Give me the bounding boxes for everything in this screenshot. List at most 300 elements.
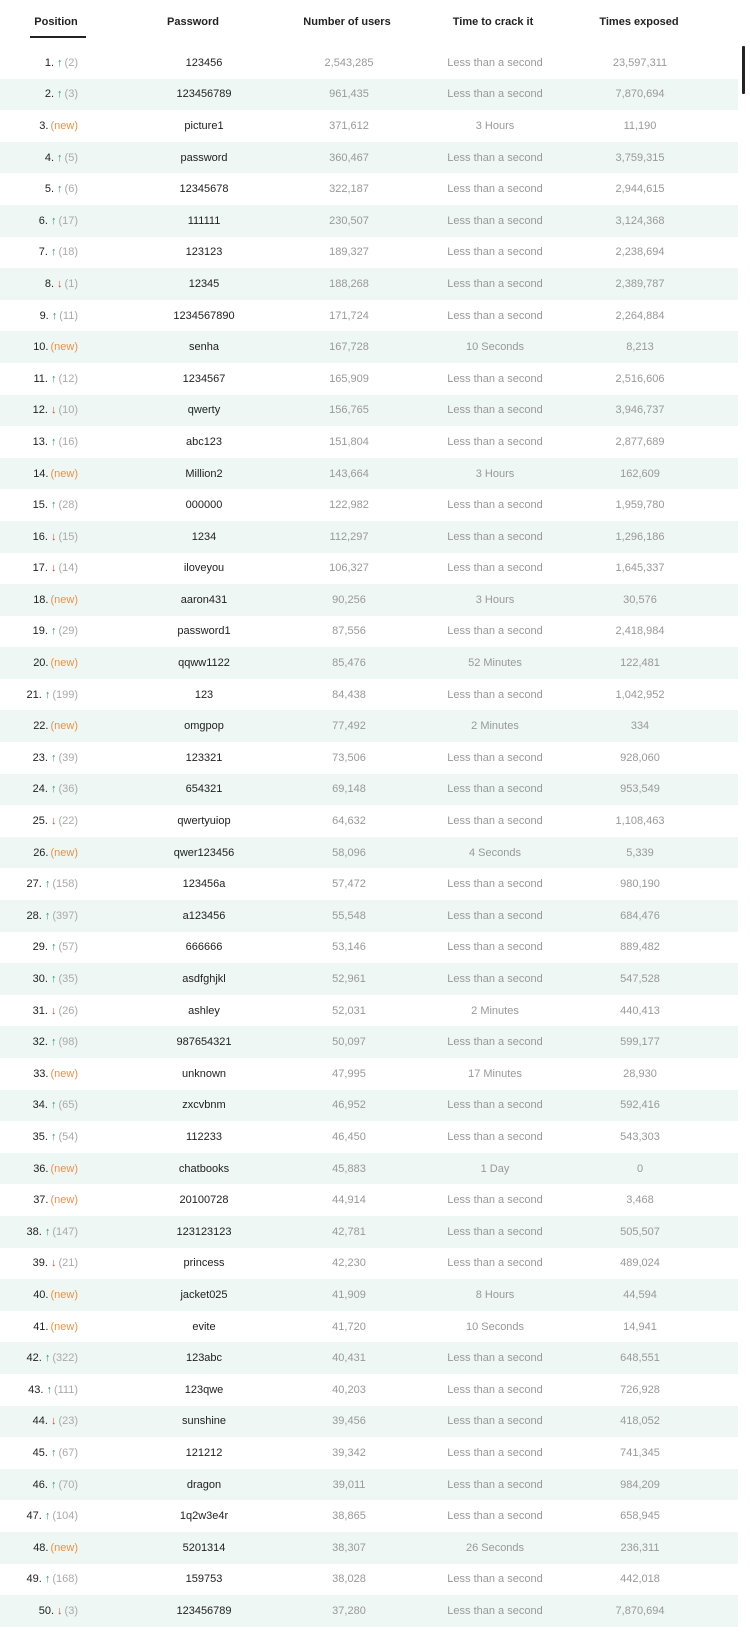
crack-time-cell: Less than a second <box>447 499 543 512</box>
crack-time-cell: Less than a second <box>447 372 543 385</box>
previous-position: (28) <box>58 499 78 512</box>
times-exposed-cell: 3,759,315 <box>615 151 665 164</box>
table-row <box>0 1437 738 1469</box>
previous-position: (29) <box>58 625 78 638</box>
arrow-up-icon: ↑ <box>50 1036 57 1049</box>
password-cell: password1 <box>177 625 231 638</box>
password-cell: 123321 <box>185 751 223 764</box>
previous-position: (199) <box>52 688 78 701</box>
position-number: 13. <box>32 435 48 448</box>
crack-time-cell: Less than a second <box>447 688 543 701</box>
times-exposed-cell: 11,190 <box>623 119 657 132</box>
password-cell: 12345678 <box>179 183 229 196</box>
times-exposed-cell: 928,060 <box>620 751 660 764</box>
password-cell: 000000 <box>185 499 223 512</box>
times-exposed-cell: 3,946,737 <box>615 404 665 417</box>
previous-position: (3) <box>64 88 78 101</box>
times-exposed-cell: 1,108,463 <box>615 815 665 828</box>
position-number: 4. <box>44 151 55 164</box>
users-cell: 151,804 <box>329 435 369 448</box>
times-exposed-cell: 5,339 <box>626 846 654 859</box>
position-number: 10. <box>33 341 49 354</box>
position-cell <box>40 310 78 322</box>
times-exposed-cell: 2,944,615 <box>615 183 665 196</box>
times-exposed-cell: 505,507 <box>620 1225 660 1238</box>
position-cell <box>33 1321 78 1333</box>
arrow-down-icon: ↓ <box>50 1415 57 1428</box>
table-row <box>0 1500 738 1532</box>
table-row <box>0 616 738 648</box>
position-cell <box>33 436 78 448</box>
password-cell: 1234567890 <box>173 309 235 322</box>
crack-time-cell: Less than a second <box>447 435 543 448</box>
crack-time-cell: 8 Hours <box>475 1288 515 1301</box>
position-number: 34. <box>32 1099 48 1112</box>
arrow-up-icon: ↑ <box>44 1573 51 1586</box>
position-number: 37. <box>33 1194 49 1207</box>
previous-position: (67) <box>58 1446 78 1459</box>
position-cell <box>33 815 78 827</box>
previous-position: (98) <box>58 1036 78 1049</box>
times-exposed-cell: 162,609 <box>620 467 660 480</box>
position-cell <box>33 341 78 353</box>
password-cell: password <box>180 151 228 164</box>
active-sort-underline <box>30 36 86 38</box>
arrow-down-icon: ↓ <box>50 1004 57 1017</box>
crack-time-cell: Less than a second <box>447 1130 543 1143</box>
table-row <box>0 584 738 616</box>
crack-time-cell: 1 Day <box>480 1162 510 1175</box>
position-cell <box>27 1226 78 1238</box>
position-number: 50. <box>38 1604 55 1617</box>
table-row <box>0 395 738 427</box>
users-cell: 39,456 <box>332 1415 366 1428</box>
crack-time-cell: Less than a second <box>447 56 543 69</box>
crack-time-cell: 4 Seconds <box>469 846 521 859</box>
users-cell: 122,982 <box>329 499 369 512</box>
position-cell <box>33 562 78 574</box>
position-number: 27. <box>26 878 42 891</box>
users-cell: 38,028 <box>332 1573 366 1586</box>
position-number: 25. <box>32 815 48 828</box>
previous-position: (11) <box>59 309 78 322</box>
times-exposed-cell: 980,190 <box>620 878 660 891</box>
previous-position: (158) <box>52 878 78 891</box>
previous-position: (147) <box>52 1225 78 1238</box>
position-cell <box>33 1068 78 1080</box>
position-number: 47. <box>26 1510 42 1523</box>
password-cell: 20100728 <box>179 1194 229 1207</box>
table-row <box>0 110 738 142</box>
times-exposed-cell: 2,238,694 <box>615 246 665 259</box>
crack-time-cell: Less than a second <box>447 1383 543 1396</box>
position-number: 20. <box>33 657 49 670</box>
arrow-up-icon: ↑ <box>50 973 57 986</box>
position-cell <box>27 1352 78 1364</box>
password-cell: princess <box>183 1257 225 1270</box>
crack-time-cell: Less than a second <box>447 214 543 227</box>
position-cell <box>33 1194 78 1206</box>
times-exposed-cell: 1,296,186 <box>615 530 665 543</box>
position-number: 36. <box>33 1162 49 1175</box>
table-row <box>0 1342 738 1374</box>
password-cell: qwerty <box>187 404 221 417</box>
previous-position: (26) <box>58 1004 78 1017</box>
password-cell: 654321 <box>185 783 223 796</box>
password-cell: 123123 <box>185 246 223 259</box>
password-cell: 123123123 <box>176 1225 232 1238</box>
password-cell: 5201314 <box>182 1541 226 1554</box>
users-cell: 165,909 <box>329 372 369 385</box>
position-cell <box>39 120 78 132</box>
position-cell <box>33 657 78 669</box>
crack-time-cell: Less than a second <box>447 1604 543 1617</box>
times-exposed-cell: 543,303 <box>620 1130 660 1143</box>
crack-time-cell: Less than a second <box>447 530 543 543</box>
table-header <box>0 0 738 38</box>
users-cell: 50,097 <box>332 1036 366 1049</box>
arrow-up-icon: ↑ <box>50 1130 57 1143</box>
header-times-exposed[interactable]: Times exposed <box>599 16 679 28</box>
previous-position: (new) <box>50 467 78 480</box>
users-cell: 38,865 <box>332 1510 366 1523</box>
crack-time-cell: 3 Hours <box>475 593 515 606</box>
position-cell <box>33 752 78 764</box>
previous-position: (18) <box>58 246 78 259</box>
position-cell <box>33 594 78 606</box>
password-cell: 123 <box>194 688 214 701</box>
times-exposed-cell: 7,870,694 <box>615 1604 665 1617</box>
scrollbar-thumb[interactable] <box>742 46 745 94</box>
previous-position: (5) <box>64 151 78 164</box>
password-cell: dragon <box>186 1478 222 1491</box>
users-cell: 73,506 <box>332 751 366 764</box>
position-number: 41. <box>33 1320 49 1333</box>
arrow-up-icon: ↑ <box>57 151 63 164</box>
position-cell <box>27 1510 78 1522</box>
password-cell: 123456a <box>182 878 226 891</box>
position-number: 12. <box>32 404 48 417</box>
previous-position: (54) <box>58 1130 78 1143</box>
position-cell <box>33 847 78 859</box>
position-cell <box>27 910 78 922</box>
arrow-down-icon: ↓ <box>50 815 57 828</box>
position-cell <box>27 878 78 890</box>
table-row <box>0 932 738 964</box>
crack-time-cell: Less than a second <box>447 183 543 196</box>
position-number: 33. <box>33 1067 49 1080</box>
password-cell: 123abc <box>185 1352 223 1365</box>
position-number: 2. <box>44 88 55 101</box>
position-cell <box>33 1415 78 1427</box>
crack-time-cell: Less than a second <box>447 1415 543 1428</box>
position-cell <box>33 499 78 511</box>
position-cell <box>45 88 78 100</box>
table-row <box>0 458 738 490</box>
previous-position: (new) <box>50 1541 78 1554</box>
users-cell: 64,632 <box>332 815 366 828</box>
users-cell: 41,909 <box>332 1288 366 1301</box>
password-cell: qwer123456 <box>173 846 235 859</box>
arrow-up-icon: ↑ <box>50 246 57 259</box>
crack-time-cell: Less than a second <box>447 151 543 164</box>
position-cell <box>45 152 78 164</box>
position-cell <box>39 215 78 227</box>
previous-position: (new) <box>50 720 78 733</box>
crack-time-cell: Less than a second <box>447 625 543 638</box>
header-password[interactable]: Password <box>167 16 219 28</box>
users-cell: 42,230 <box>332 1257 366 1270</box>
position-number: 11. <box>33 372 48 385</box>
position-cell <box>27 1573 78 1585</box>
arrow-up-icon: ↑ <box>44 878 51 891</box>
arrow-up-icon: ↑ <box>50 625 57 638</box>
previous-position: (35) <box>58 973 78 986</box>
password-cell: picture1 <box>184 119 224 132</box>
crack-time-cell: Less than a second <box>447 88 543 101</box>
users-cell: 188,268 <box>329 277 369 290</box>
table-row <box>0 173 738 205</box>
position-cell <box>33 720 78 732</box>
table-row <box>0 774 738 806</box>
table-row <box>0 237 738 269</box>
position-number: 19. <box>32 625 48 638</box>
previous-position: (22) <box>58 815 78 828</box>
times-exposed-cell: 8,213 <box>626 341 654 354</box>
arrow-up-icon: ↑ <box>46 1383 52 1396</box>
crack-time-cell: Less than a second <box>447 309 543 322</box>
password-cell: 987654321 <box>176 1036 232 1049</box>
position-number: 9. <box>39 309 49 322</box>
previous-position: (36) <box>58 783 78 796</box>
crack-time-cell: 10 Seconds <box>465 341 525 354</box>
position-cell <box>33 1257 78 1269</box>
crack-time-cell: 3 Hours <box>475 467 515 480</box>
position-number: 6. <box>38 214 48 227</box>
crack-time-cell: Less than a second <box>447 1573 543 1586</box>
previous-position: (111) <box>53 1383 78 1396</box>
table-row <box>0 489 738 521</box>
password-cell: qqww1122 <box>178 657 230 670</box>
position-cell <box>33 1036 78 1048</box>
position-cell <box>33 1005 78 1017</box>
users-cell: 85,476 <box>332 657 366 670</box>
table-row <box>0 1026 738 1058</box>
crack-time-cell: Less than a second <box>447 1510 543 1523</box>
position-number: 32. <box>32 1036 48 1049</box>
crack-time-cell: 10 Seconds <box>465 1320 525 1333</box>
password-cell: omgpop <box>184 720 224 733</box>
users-cell: 40,203 <box>332 1383 366 1396</box>
arrow-down-icon: ↓ <box>50 530 57 543</box>
password-cell: 159753 <box>185 1573 223 1586</box>
position-cell <box>33 973 78 985</box>
position-number: 3. <box>39 119 49 132</box>
times-exposed-cell: 889,482 <box>620 941 660 954</box>
table-row <box>0 553 738 585</box>
position-cell <box>33 531 78 543</box>
users-cell: 44,914 <box>332 1194 366 1207</box>
times-exposed-cell: 2,264,884 <box>615 309 665 322</box>
times-exposed-cell: 442,018 <box>620 1573 660 1586</box>
position-number: 44. <box>32 1415 48 1428</box>
password-cell: chatbooks <box>178 1162 230 1175</box>
times-exposed-cell: 122,481 <box>620 657 660 670</box>
previous-position: (70) <box>58 1478 78 1491</box>
users-cell: 961,435 <box>329 88 369 101</box>
position-cell <box>33 1099 78 1111</box>
table-row <box>0 647 738 679</box>
table-row <box>0 1374 738 1406</box>
times-exposed-cell: 7,870,694 <box>615 88 665 101</box>
times-exposed-cell: 0 <box>636 1162 644 1175</box>
position-cell <box>27 689 78 701</box>
crack-time-cell: 2 Minutes <box>471 720 519 733</box>
arrow-up-icon: ↑ <box>51 309 58 322</box>
password-cell: 123456789 <box>176 1604 232 1617</box>
position-cell <box>33 1131 78 1143</box>
previous-position: (104) <box>52 1510 78 1523</box>
position-cell <box>45 183 78 195</box>
table-row <box>0 79 738 111</box>
table-row <box>0 142 738 174</box>
crack-time-cell: Less than a second <box>447 973 543 986</box>
position-number: 40. <box>33 1288 49 1301</box>
previous-position: (6) <box>64 183 78 196</box>
users-cell: 42,781 <box>332 1225 366 1238</box>
table-row <box>0 1532 738 1564</box>
times-exposed-cell: 1,645,337 <box>615 562 665 575</box>
crack-time-cell: Less than a second <box>447 1036 543 1049</box>
position-cell <box>33 1289 78 1301</box>
password-cell: 12345 <box>188 277 220 290</box>
crack-time-cell: Less than a second <box>447 878 543 891</box>
users-cell: 41,720 <box>332 1320 366 1333</box>
position-cell <box>33 373 78 385</box>
crack-time-cell: Less than a second <box>447 751 543 764</box>
header-time-to-crack[interactable]: Time to crack it <box>452 16 534 28</box>
crack-time-cell: Less than a second <box>447 1257 543 1270</box>
times-exposed-cell: 547,528 <box>620 973 660 986</box>
table-row <box>0 805 738 837</box>
users-cell: 46,952 <box>332 1099 366 1112</box>
crack-time-cell: 2 Minutes <box>471 1004 519 1017</box>
header-number-of-users[interactable]: Number of users <box>303 16 391 28</box>
position-cell <box>33 1447 78 1459</box>
arrow-down-icon: ↓ <box>50 1257 57 1270</box>
users-cell: 38,307 <box>332 1541 366 1554</box>
position-cell <box>28 1384 78 1396</box>
table-row <box>0 1311 738 1343</box>
times-exposed-cell: 2,389,787 <box>615 277 665 290</box>
crack-time-cell: 3 Hours <box>475 119 515 132</box>
table-row <box>0 1153 738 1185</box>
times-exposed-cell: 1,042,952 <box>615 688 665 701</box>
users-cell: 360,467 <box>329 151 369 164</box>
crack-time-cell: Less than a second <box>447 277 543 290</box>
table-row <box>0 995 738 1027</box>
users-cell: 58,096 <box>332 846 366 859</box>
times-exposed-cell: 648,551 <box>620 1352 660 1365</box>
arrow-up-icon: ↑ <box>50 1099 57 1112</box>
password-cell: a123456 <box>182 909 226 922</box>
times-exposed-cell: 741,345 <box>620 1446 660 1459</box>
previous-position: (23) <box>58 1415 78 1428</box>
position-number: 8. <box>44 277 55 290</box>
previous-position: (3) <box>64 1604 78 1617</box>
table-row <box>0 426 738 458</box>
position-number: 1. <box>44 56 55 69</box>
table-row <box>0 331 738 363</box>
previous-position: (65) <box>58 1099 78 1112</box>
table-row <box>0 1469 738 1501</box>
arrow-up-icon: ↑ <box>57 88 63 101</box>
previous-position: (39) <box>58 751 78 764</box>
times-exposed-cell: 658,945 <box>620 1510 660 1523</box>
table-row <box>0 1216 738 1248</box>
previous-position: (17) <box>58 214 78 227</box>
arrow-up-icon: ↑ <box>44 909 51 922</box>
crack-time-cell: Less than a second <box>447 941 543 954</box>
table-row <box>0 868 738 900</box>
position-number: 26. <box>33 846 49 859</box>
position-cell <box>33 783 78 795</box>
position-number: 38. <box>26 1225 42 1238</box>
password-cell: ashley <box>188 1004 220 1017</box>
users-cell: 53,146 <box>332 941 366 954</box>
header-position[interactable]: Position <box>34 16 78 28</box>
users-cell: 322,187 <box>329 183 369 196</box>
arrow-up-icon: ↑ <box>57 183 63 196</box>
times-exposed-cell: 489,024 <box>620 1257 660 1270</box>
times-exposed-cell: 3,468 <box>626 1194 654 1207</box>
users-cell: 37,280 <box>332 1604 366 1617</box>
password-cell: senha <box>189 341 219 354</box>
times-exposed-cell: 14,941 <box>623 1320 657 1333</box>
password-cell: iloveyou <box>183 562 225 575</box>
crack-time-cell: Less than a second <box>447 783 543 796</box>
position-cell <box>33 468 78 480</box>
crack-time-cell: 17 Minutes <box>468 1067 522 1080</box>
position-number: 15. <box>32 499 48 512</box>
table-row <box>0 1564 738 1596</box>
users-cell: 230,507 <box>329 214 369 227</box>
arrow-up-icon: ↑ <box>50 435 57 448</box>
arrow-up-icon: ↑ <box>44 1510 51 1523</box>
table-row <box>0 963 738 995</box>
users-cell: 90,256 <box>332 593 366 606</box>
arrow-up-icon: ↑ <box>50 499 57 512</box>
previous-position: (168) <box>52 1573 78 1586</box>
table-row <box>0 363 738 395</box>
crack-time-cell: Less than a second <box>447 1099 543 1112</box>
password-cell: 112233 <box>186 1130 222 1143</box>
previous-position: (322) <box>52 1352 78 1365</box>
previous-position: (new) <box>50 1320 78 1333</box>
position-cell <box>33 404 78 416</box>
position-number: 31. <box>32 1004 48 1017</box>
position-number: 35. <box>32 1130 48 1143</box>
password-cell: Million2 <box>185 467 223 480</box>
users-cell: 171,724 <box>329 309 369 322</box>
password-cell: 123456 <box>185 56 223 69</box>
position-number: 45. <box>32 1446 48 1459</box>
password-cell: qwertyuiop <box>177 815 231 828</box>
previous-position: (397) <box>52 909 78 922</box>
position-number: 48. <box>33 1541 49 1554</box>
previous-position: (new) <box>50 1194 78 1207</box>
password-cell: 1234567 <box>182 372 226 385</box>
